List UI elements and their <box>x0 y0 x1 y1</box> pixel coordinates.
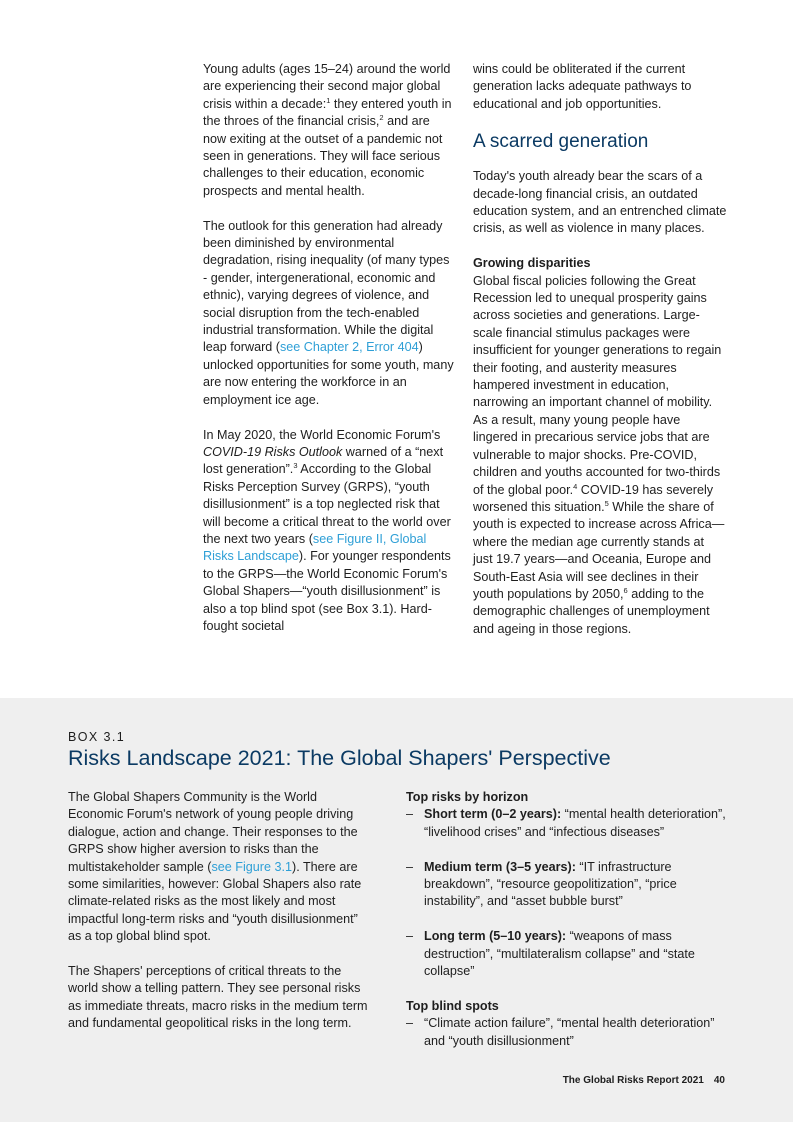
box-right-column <box>406 789 736 1050</box>
footnote-ref-6[interactable]: 6 <box>623 585 628 595</box>
right-column <box>473 61 727 656</box>
paragraph-disparities: Growing disparities Global fiscal policies following the Great Recession led to unequal prosperity gains across societies and generations. Large-scale financial stimulus packages were insufficient for younger generations to regain their footing, and austerity measures hampered investment in education, narrowing an important channel of mobility. As a result, many young people have lingered in precarious service jobs that are vulnerable to major shocks. Pre-COVID, children and youths accounted for two-thirds of the global poor.$^4$ COVID-19 has severely worsened this situation.$^5$ While the share of youth is expected to increase across Africa—where the median age currently stands at just 19.7 years—and Oceania, Europe and South-East Asia will see declines in their youth populations by 2050,$^6$ adding to the demographic challenges of unemployment and ageing in those regions. <box>473 255 727 638</box>
left-column <box>203 61 455 653</box>
subheading-growing-disparities: Growing disparities <box>473 256 591 271</box>
footnote-ref-2[interactable]: 2 <box>379 113 384 123</box>
box-paragraph-perceptions: The Shapers' perceptions of critical threats to the world show a telling pattern. They see personal risks as immediate threats, macro risks in the medium term and fundamental geopolitical risks in the long term. <box>68 964 368 1031</box>
heading-top-blind-spots: Top blind spots <box>406 998 499 1013</box>
heading-top-risks-by-horizon: Top risks by horizon <box>406 790 529 804</box>
footnote-ref-5[interactable]: 5 <box>604 498 609 508</box>
list-item-medium-term: – Medium term (3–5 years): “IT infrastructure breakdown”, “resource geopolitization”, “price instability”, and “asset bubble burst” <box>406 859 677 909</box>
box-3-1 <box>0 698 793 1122</box>
list-item-short-term: – Short term (0–2 years): “mental health deterioration”, “livelihood crises” and “infectious diseases” <box>406 807 726 839</box>
list-item-long-term: – Long term (5–10 years): “weapons of mass destruction”, “multilateralism collapse” and “state collapse” <box>406 929 695 979</box>
footer-report-title: The Global Risks Report 2021 <box>562 1075 704 1086</box>
list-item-blind-spots: – “Climate action failure”, “mental health deterioration” and “youth disillusionment” <box>406 1016 715 1048</box>
paragraph-continuation: wins could be obliterated if the current generation lacks adequate pathways to educational and job opportunities. <box>473 62 692 111</box>
box-label: BOX 3.1 <box>68 730 126 744</box>
footnote-ref-3[interactable]: 3 <box>293 461 298 471</box>
footnote-ref-1[interactable]: 1 <box>326 95 331 105</box>
section-heading: A scarred generation <box>473 131 649 153</box>
paragraph-intro: Young adults (ages 15–24) around the world are experiencing their second major global crisis within a decade:$^1$ they entered youth in the throes of the financial crisis,$^2$ and are now exiting at the outset of a pandemic not seen in generations. They will face serious challenges to their education, economic prospects and mental health. <box>203 62 452 198</box>
box-title: Risks Landscape 2021: The Global Shapers' Perspective <box>68 746 611 770</box>
bullet-dash: – <box>406 859 414 874</box>
link-figure-ii[interactable]: see Figure II, Global Risks Landscape <box>203 531 427 564</box>
link-chapter-2[interactable]: see Chapter 2, Error 404 <box>280 340 419 355</box>
page-footer <box>563 1075 725 1086</box>
box-left-column <box>68 789 370 1050</box>
bullet-dash: – <box>406 929 414 944</box>
paragraph-outlook: The outlook for this generation had already been diminished by environmental degradation, rising inequality (of many types - gender, intergenerational, economic and ethnic), varying degrees of violence, and social disruption from the tech-enabled industrial transformation. While the digital leap forward (see Chapter 2, Error 404) unlocked opportunities for some youth, many are now entering the workforce in an employment ice age. <box>203 218 454 407</box>
footnote-ref-4[interactable]: 4 <box>573 481 578 491</box>
bullet-dash: – <box>406 1016 414 1031</box>
page-number: 40 <box>713 1075 725 1086</box>
bullet-dash: – <box>406 807 414 822</box>
paragraph-scars: Today's youth already bear the scars of a decade-long financial crisis, an outdated education system, and an entrenched climate crisis, as well as violence in many places. <box>473 169 727 236</box>
box-paragraph-shapers: The Global Shapers Community is the World Economic Forum's network of young people driving dialogue, action and change. Their responses to the GRPS show higher aversion to risks than the multistakeholder sample (see Figure 3.1). There are some similarities, however: Global Shapers also rate climate-related risks as the most likely and most impactful long-term risks and “youth disillusionment” as a top global blind spot. <box>68 790 362 944</box>
paragraph-may-2020: In May 2020, the World Economic Forum's COVID-19 Risks Outlook warned of a “next lost generation”.$^3$ According to the Global Risks Perception Survey (GRPS), “youth disillusionment” is a top neglected risk that will become a critical threat to the world over the next two years (see Figure II, Global Risks Landscape). For younger respondents to the GRPS—the World Economic Forum's Global Shapers—“youth disillusionment” is also a top blind spot (see Box 3.1). Hard-fought societal <box>203 427 451 633</box>
link-figure-3-1[interactable]: see Figure 3.1 <box>211 859 293 874</box>
